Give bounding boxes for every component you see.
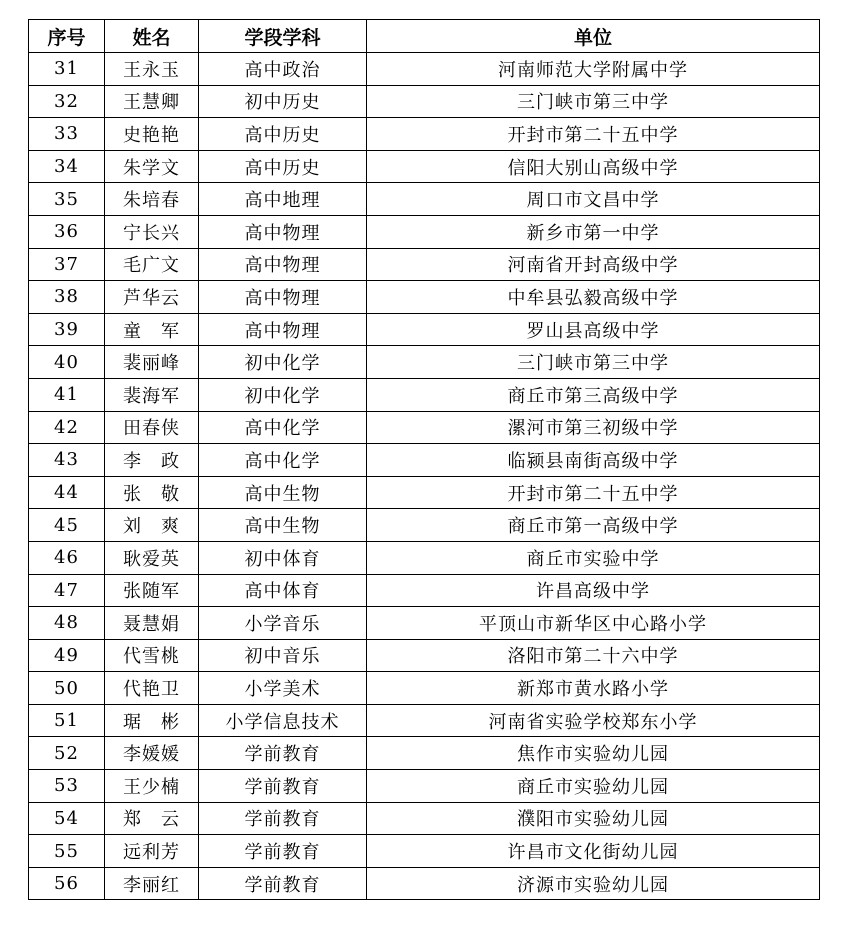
header-unit: 单位: [367, 20, 820, 53]
cell-name: 张随军: [105, 574, 199, 607]
table-row: [29, 639, 820, 672]
table-row: [29, 574, 820, 607]
cell-name: 芦华云: [105, 281, 199, 314]
cell-serial-number: 43: [29, 444, 105, 477]
header-serial-number: 序号: [29, 20, 105, 53]
cell-unit: 许昌市文化街幼儿园: [367, 835, 820, 868]
table-row: [29, 411, 820, 444]
cell-subject: 初中音乐: [199, 639, 367, 672]
table-row: [29, 509, 820, 542]
cell-name: 李 政: [105, 444, 199, 477]
table-row: [29, 346, 820, 379]
cell-serial-number: 33: [29, 118, 105, 151]
cell-subject: 高中化学: [199, 411, 367, 444]
table-row: [29, 183, 820, 216]
table-row: [29, 802, 820, 835]
table-row: [29, 85, 820, 118]
cell-unit: 周口市文昌中学: [367, 183, 820, 216]
cell-name: 朱学文: [105, 150, 199, 183]
cell-serial-number: 46: [29, 541, 105, 574]
table-body: [29, 53, 820, 900]
cell-subject: 小学音乐: [199, 607, 367, 640]
cell-subject: 高中生物: [199, 509, 367, 542]
cell-name: 裴海军: [105, 378, 199, 411]
cell-subject: 学前教育: [199, 770, 367, 803]
cell-unit: 河南省开封高级中学: [367, 248, 820, 281]
cell-name: 朱培春: [105, 183, 199, 216]
cell-serial-number: 55: [29, 835, 105, 868]
cell-unit: 三门峡市第三中学: [367, 346, 820, 379]
cell-subject: 高中物理: [199, 248, 367, 281]
table-row: [29, 672, 820, 705]
cell-serial-number: 51: [29, 704, 105, 737]
cell-name: 耿爱英: [105, 541, 199, 574]
table-row: [29, 378, 820, 411]
cell-serial-number: 38: [29, 281, 105, 314]
table-row: [29, 541, 820, 574]
cell-unit: 商丘市实验中学: [367, 541, 820, 574]
cell-unit: 河南师范大学附属中学: [367, 53, 820, 86]
cell-serial-number: 50: [29, 672, 105, 705]
cell-subject: 学前教育: [199, 867, 367, 900]
cell-subject: 学前教育: [199, 737, 367, 770]
cell-serial-number: 39: [29, 313, 105, 346]
cell-unit: 焦作市实验幼儿园: [367, 737, 820, 770]
cell-unit: 济源市实验幼儿园: [367, 867, 820, 900]
cell-unit: 洛阳市第二十六中学: [367, 639, 820, 672]
cell-subject: 高中地理: [199, 183, 367, 216]
cell-name: 琚 彬: [105, 704, 199, 737]
cell-name: 王少楠: [105, 770, 199, 803]
cell-subject: 高中历史: [199, 118, 367, 151]
cell-unit: 河南省实验学校郑东小学: [367, 704, 820, 737]
cell-serial-number: 42: [29, 411, 105, 444]
table-row: [29, 737, 820, 770]
cell-unit: 许昌高级中学: [367, 574, 820, 607]
cell-name: 代雪桃: [105, 639, 199, 672]
cell-subject: 高中体育: [199, 574, 367, 607]
cell-serial-number: 53: [29, 770, 105, 803]
header-name: 姓名: [105, 20, 199, 53]
cell-unit: 开封市第二十五中学: [367, 118, 820, 151]
cell-name: 王慧卿: [105, 85, 199, 118]
table-row: [29, 704, 820, 737]
cell-name: 远利芳: [105, 835, 199, 868]
cell-subject: 初中化学: [199, 378, 367, 411]
cell-name: 李丽红: [105, 867, 199, 900]
cell-name: 张 敬: [105, 476, 199, 509]
cell-unit: 中牟县弘毅高级中学: [367, 281, 820, 314]
table-header: [29, 20, 820, 53]
cell-unit: 临颍县南街高级中学: [367, 444, 820, 477]
cell-unit: 濮阳市实验幼儿园: [367, 802, 820, 835]
cell-serial-number: 35: [29, 183, 105, 216]
cell-name: 裴丽峰: [105, 346, 199, 379]
cell-serial-number: 47: [29, 574, 105, 607]
cell-name: 王永玉: [105, 53, 199, 86]
table-row: [29, 248, 820, 281]
table-row: [29, 53, 820, 86]
cell-serial-number: 45: [29, 509, 105, 542]
cell-name: 毛广文: [105, 248, 199, 281]
cell-serial-number: 34: [29, 150, 105, 183]
cell-name: 李媛媛: [105, 737, 199, 770]
cell-name: 史艳艳: [105, 118, 199, 151]
cell-name: 田春侠: [105, 411, 199, 444]
cell-subject: 高中政治: [199, 53, 367, 86]
cell-name: 童 军: [105, 313, 199, 346]
cell-name: 郑 云: [105, 802, 199, 835]
table-row: [29, 476, 820, 509]
header-subject: 学段学科: [199, 20, 367, 53]
cell-serial-number: 49: [29, 639, 105, 672]
cell-subject: 初中体育: [199, 541, 367, 574]
table-row: [29, 835, 820, 868]
table-row: [29, 607, 820, 640]
table-row: [29, 215, 820, 248]
cell-name: 刘 爽: [105, 509, 199, 542]
cell-serial-number: 41: [29, 378, 105, 411]
table-row: [29, 150, 820, 183]
header-row: [29, 20, 820, 53]
table-row: [29, 867, 820, 900]
cell-subject: 高中物理: [199, 313, 367, 346]
cell-subject: 初中化学: [199, 346, 367, 379]
cell-serial-number: 32: [29, 85, 105, 118]
cell-subject: 学前教育: [199, 802, 367, 835]
cell-unit: 商丘市第三高级中学: [367, 378, 820, 411]
cell-serial-number: 44: [29, 476, 105, 509]
cell-name: 聂慧娟: [105, 607, 199, 640]
cell-subject: 小学美术: [199, 672, 367, 705]
table-row: [29, 444, 820, 477]
cell-serial-number: 48: [29, 607, 105, 640]
cell-unit: 新郑市黄水路小学: [367, 672, 820, 705]
cell-unit: 新乡市第一中学: [367, 215, 820, 248]
cell-serial-number: 31: [29, 53, 105, 86]
teacher-roster-table: [28, 19, 820, 900]
cell-subject: 小学信息技术: [199, 704, 367, 737]
cell-serial-number: 40: [29, 346, 105, 379]
cell-subject: 高中历史: [199, 150, 367, 183]
cell-subject: 高中物理: [199, 281, 367, 314]
cell-serial-number: 52: [29, 737, 105, 770]
cell-unit: 信阳大别山高级中学: [367, 150, 820, 183]
cell-serial-number: 36: [29, 215, 105, 248]
cell-subject: 高中化学: [199, 444, 367, 477]
cell-serial-number: 37: [29, 248, 105, 281]
table-row: [29, 313, 820, 346]
cell-subject: 学前教育: [199, 835, 367, 868]
cell-serial-number: 54: [29, 802, 105, 835]
table-row: [29, 770, 820, 803]
cell-unit: 商丘市第一高级中学: [367, 509, 820, 542]
cell-unit: 罗山县高级中学: [367, 313, 820, 346]
cell-unit: 三门峡市第三中学: [367, 85, 820, 118]
cell-subject: 初中历史: [199, 85, 367, 118]
cell-unit: 商丘市实验幼儿园: [367, 770, 820, 803]
cell-unit: 平顶山市新华区中心路小学: [367, 607, 820, 640]
cell-subject: 高中生物: [199, 476, 367, 509]
cell-name: 宁长兴: [105, 215, 199, 248]
table-row: [29, 118, 820, 151]
cell-unit: 开封市第二十五中学: [367, 476, 820, 509]
table-row: [29, 281, 820, 314]
cell-subject: 高中物理: [199, 215, 367, 248]
cell-name: 代艳卫: [105, 672, 199, 705]
cell-serial-number: 56: [29, 867, 105, 900]
cell-unit: 漯河市第三初级中学: [367, 411, 820, 444]
